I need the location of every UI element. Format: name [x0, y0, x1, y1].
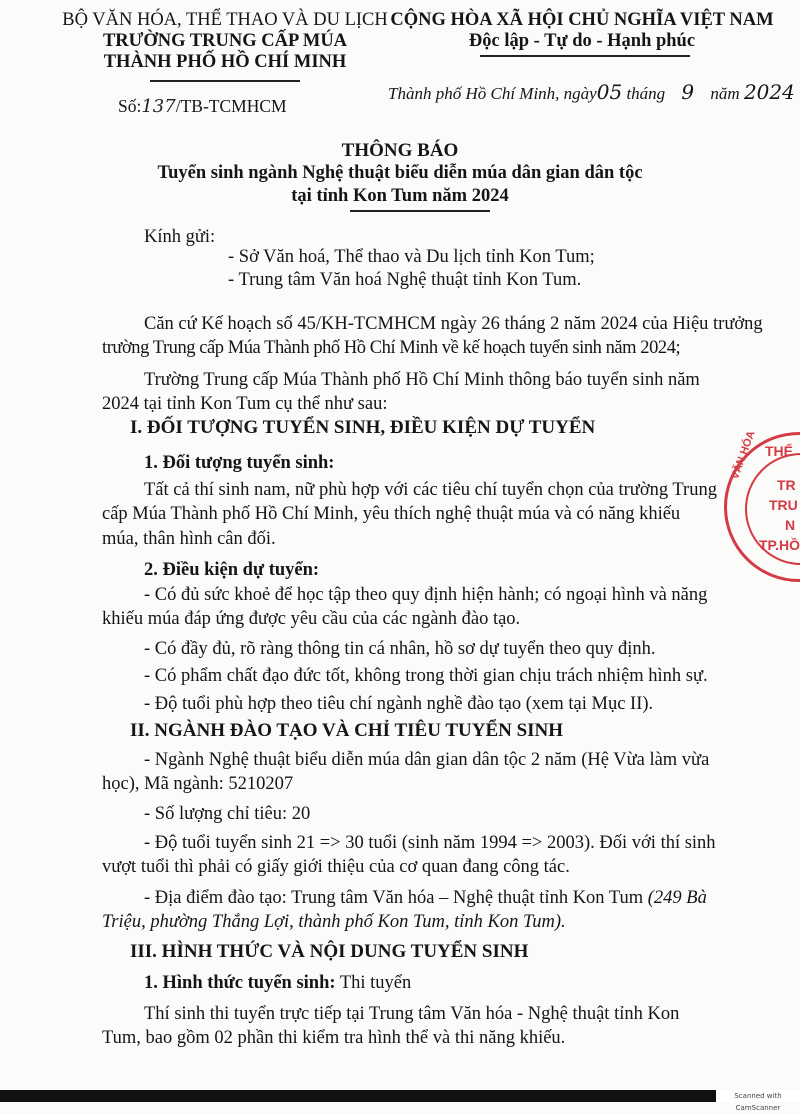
national-header [384, 10, 780, 52]
section-1-sub-1: 1. Đối tượng tuyển sinh: [144, 453, 335, 473]
scanner-watermark: Scanned with CamScanner [716, 1090, 800, 1102]
basis-line-2: trường Trung cấp Múa Thành phố Hồ Chí Minh về kế hoạch tuyển sinh năm 2024; [102, 338, 681, 358]
section-2-heading: II. NGÀNH ĐÀO TẠO VÀ CHỈ TIÊU TUYỂN SINH [130, 720, 564, 741]
condition-4: - Độ tuổi phù hợp theo tiêu chí ngành nghề đào tạo (xem tại Mục II). [144, 694, 654, 714]
date-month: 9 [681, 80, 695, 104]
document-number: Số:137/TB-TCMHCM [118, 96, 287, 117]
age-line-2: vượt tuổi thì phải có giấy giới thiệu của cơ quan đang công tác. [102, 857, 570, 877]
section-1-sub-2: 2. Điều kiện dự tuyển: [144, 560, 320, 580]
section-1-sub-1-line-1: Tất cả thí sinh nam, nữ phù hợp với các tiêu chí tuyển chọn của trường Trung [144, 480, 717, 500]
date-day: 05 [596, 80, 623, 104]
section-1-sub-1-line-2: cấp Múa Thành phố Hồ Chí Minh, yêu thích nghệ thuật múa và có năng khiếu [102, 504, 681, 524]
major-line-1: - Ngành Nghệ thuật biểu diễn múa dân gian dân tộc 2 năm (Hệ Vừa làm vừa [144, 750, 710, 770]
section-3-sub-1: 1. Hình thức tuyển sinh: Thi tuyển [144, 973, 412, 993]
notice-line-2: 2024 tại tỉnh Kon Tum cụ thể như sau: [102, 394, 388, 414]
issuer-underline [150, 80, 300, 82]
national-motto: Độc lập - Tự do - Hạnh phúc [468, 31, 696, 51]
exam-line-2: Tum, bao gồm 02 phần thi kiểm tra hình thể và thi năng khiếu. [102, 1028, 566, 1048]
quota: - Số lượng chỉ tiêu: 20 [144, 804, 311, 824]
issuer-block [40, 10, 410, 73]
section-1-sub-1-line-3: múa, thân hình cân đối. [102, 529, 276, 549]
title-underline [350, 210, 490, 212]
condition-1-line-1: - Có đủ sức khoẻ để học tập theo quy định hiện hành; có ngoại hình và năng [144, 585, 708, 605]
scan-footer-bar [0, 1090, 716, 1102]
recipient-2: - Trung tâm Văn hoá Nghệ thuật tỉnh Kon Tum. [228, 270, 582, 290]
location-line-2: Triệu, phường Thắng Lợi, thành phố Kon Tum, tỉnh Kon Tum). [102, 912, 566, 932]
handwritten-number: 137 [141, 96, 176, 117]
basis-line-1: Căn cứ Kế hoạch số 45/KH-TCMHCM ngày 26 tháng 2 năm 2024 của Hiệu trưởng [144, 314, 763, 334]
document-title: THÔNG BÁO [341, 140, 459, 161]
country-name: CỘNG HÒA XÃ HỘI CHỦ NGHĨA VIỆT NAM [390, 10, 774, 30]
recipient-1: - Sở Văn hoá, Thể thao và Du lịch tỉnh Kon Tum; [228, 247, 595, 267]
ministry-name: BỘ VĂN HÓA, THỂ THAO VÀ DU LỊCH [62, 10, 388, 30]
age-line-1: - Độ tuổi tuyển sinh 21 => 30 tuổi (sinh năm 1994 => 2003). Đối với thí sinh [144, 833, 716, 853]
section-1-heading: I. ĐỐI TƯỢNG TUYỂN SINH, ĐIỀU KIỆN DỰ TUYỂN [130, 417, 596, 438]
notice-line-1: Trường Trung cấp Múa Thành phố Hồ Chí Minh thông báo tuyển sinh năm [144, 370, 700, 390]
document-subtitle-1: Tuyển sinh ngành Nghệ thuật biểu diễn múa dân gian dân tộc [157, 163, 643, 183]
date-line: Thành phố Hồ Chí Minh, ngày05 tháng 9 năm 2024 [388, 80, 795, 104]
school-name-line1: TRƯỜNG TRUNG CẤP MÚA [102, 31, 348, 51]
condition-3: - Có phẩm chất đạo đức tốt, không trong thời gian chịu trách nhiệm hình sự. [144, 666, 708, 686]
condition-2: - Có đầy đủ, rõ ràng thông tin cá nhân, hồ sơ dự tuyển theo quy định. [144, 639, 656, 659]
school-name-line2: THÀNH PHỐ HỒ CHÍ MINH [103, 52, 347, 72]
recipients-label: Kính gửi: [144, 227, 216, 247]
location-line-1: - Địa điểm đào tạo: Trung tâm Văn hóa – Nghệ thuật tỉnh Kon Tum (249 Bà [144, 888, 707, 908]
exam-line-1: Thí sinh thi tuyển trực tiếp tại Trung tâm Văn hóa - Nghệ thuật tỉnh Kon [144, 1004, 680, 1024]
date-year: 2024 [743, 80, 795, 104]
motto-underline [480, 55, 690, 57]
document-subtitle-2: tại tỉnh Kon Tum năm 2024 [291, 186, 509, 206]
condition-1-line-2: khiếu múa đáp ứng được yêu cầu của các ngành đào tạo. [102, 609, 521, 629]
section-3-heading: III. HÌNH THỨC VÀ NỘI DUNG TUYỂN SINH [130, 941, 529, 962]
major-line-2: học), Mã ngành: 5210207 [102, 774, 294, 794]
official-stamp: THỂ TR TRU N TP.HỒ VĂN HÓA [724, 432, 800, 582]
